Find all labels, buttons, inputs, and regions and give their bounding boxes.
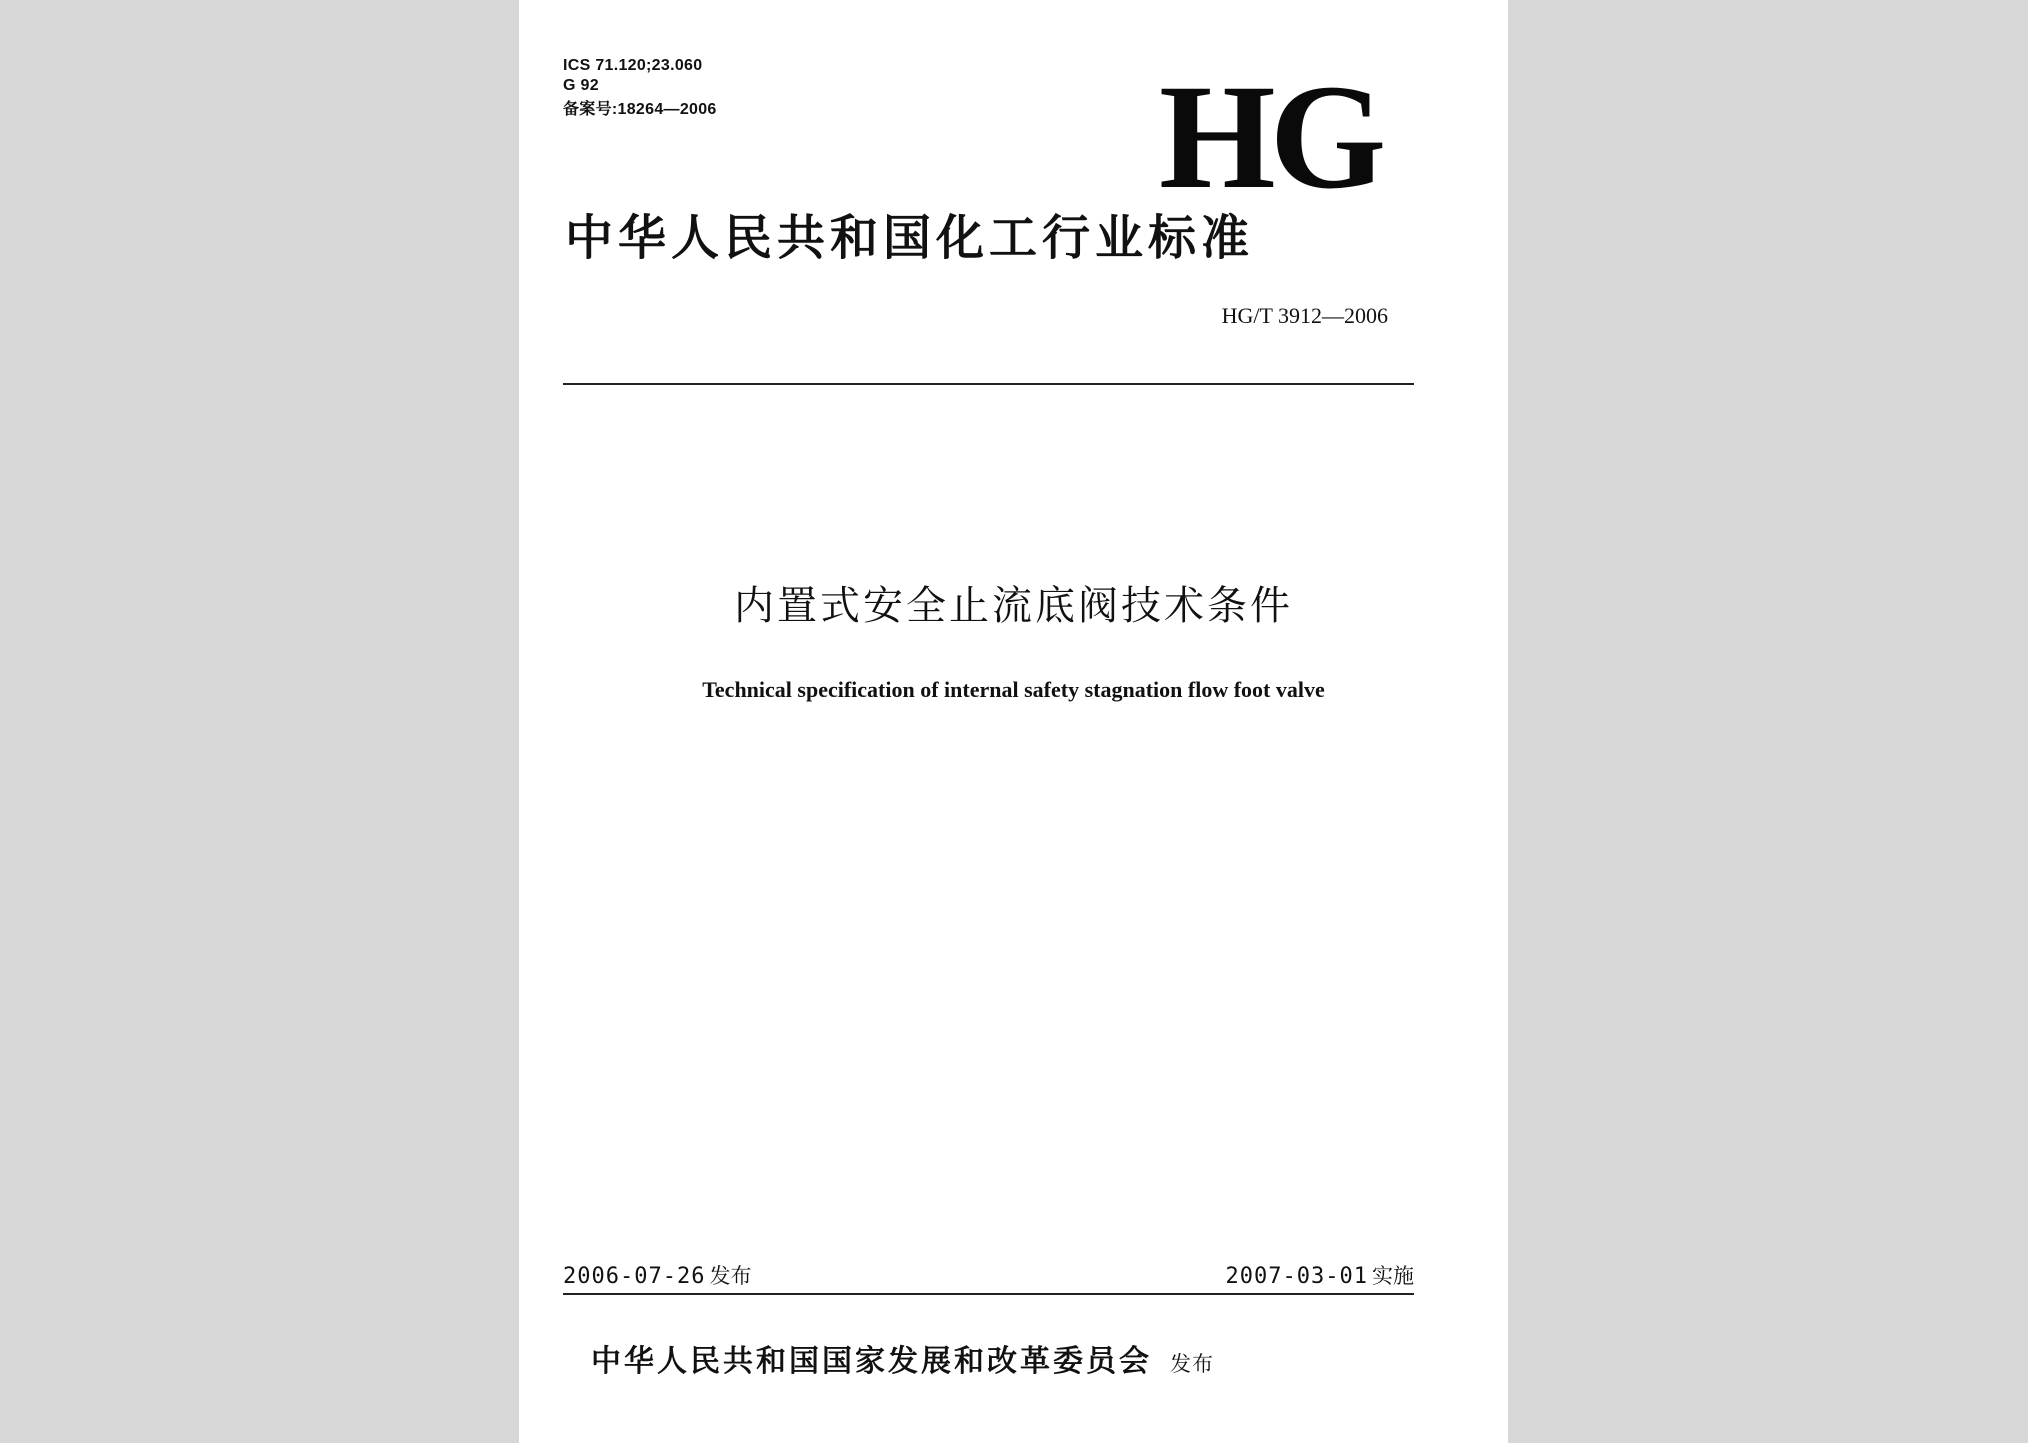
bottom-divider — [563, 1293, 1414, 1295]
hg-logo: HG — [1159, 54, 1381, 220]
implement-date-line — [1226, 1262, 1414, 1291]
issue-label: 发布 — [709, 1264, 752, 1288]
top-divider — [563, 383, 1414, 385]
implement-label: 实施 — [1372, 1264, 1414, 1288]
publisher-label: 发布 — [1170, 1352, 1214, 1376]
implement-date: 2007-03-01 — [1225, 1264, 1368, 1289]
issue-date: 2006-07-26 — [563, 1264, 706, 1289]
document-title-chinese: 内置式安全止流底阀技术条件 — [734, 583, 1293, 629]
ics-code: ICS 71.120;23.060 — [563, 57, 703, 74]
document-page — [519, 0, 1508, 1443]
record-number: 备案号:18264—2006 — [563, 101, 717, 118]
issue-date-line — [563, 1262, 751, 1291]
publisher-line — [591, 1342, 1214, 1384]
document-title-english: Technical specification of internal safety stagnation flow foot valve — [702, 677, 1325, 702]
standard-title: 中华人民共和国化工行业标准 — [565, 210, 1255, 266]
publisher-name: 中华人民共和国国家发展和改革委员会 — [591, 1344, 1152, 1379]
standard-code: HG/T 3912—2006 — [1221, 303, 1388, 328]
ccs-code: G 92 — [563, 77, 599, 94]
